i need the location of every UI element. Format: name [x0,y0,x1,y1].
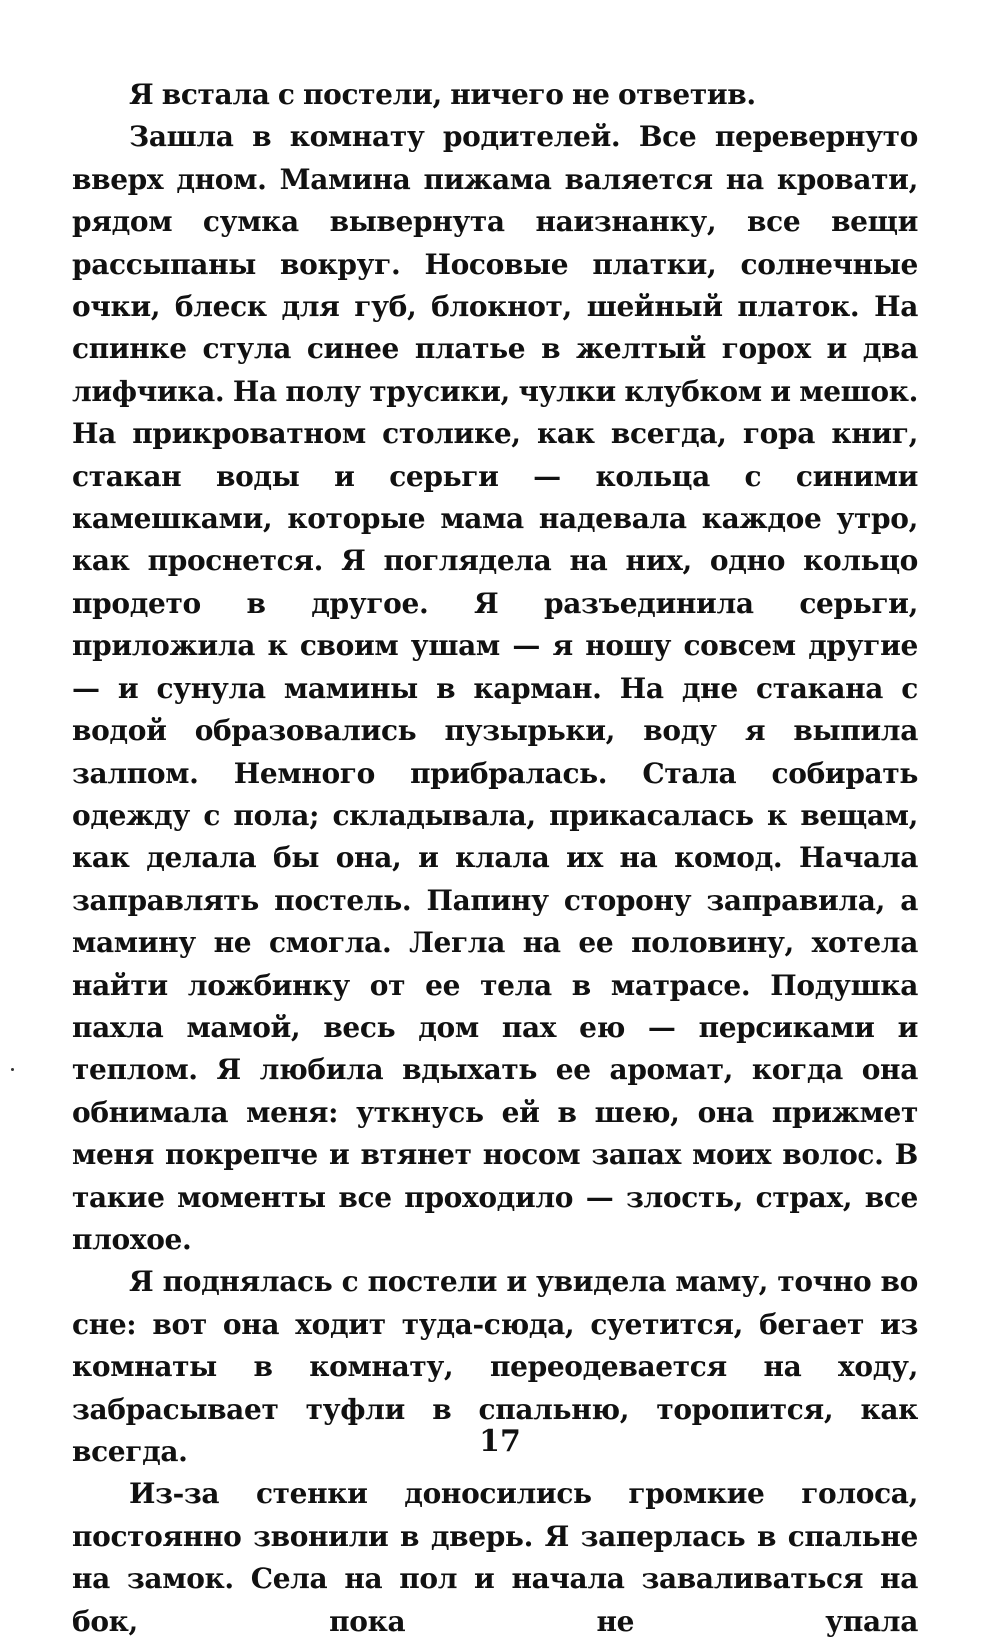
page-number: 17 [479,1424,521,1459]
scan-speck [11,1068,14,1071]
paragraph-4: Из-за стенки доносились громкие голоса, постоянно звонили в дверь. Я заперлась в спальне на замок. Села на пол и начала заваливаться на бок, пока не упала [72,1477,918,1638]
paragraph-2: Зашла в комнату родителей. Все перевернуто вверх дном. Мамина пижама валяется на кровати, рядом сумка вывернута наизнанку, все вещи рассыпаны вокруг. Носовые платки, солнечные очки, блеск для губ, блокнот, шейный платок. На спинке стула синее платье в желтый горох и два лифчика. На полу трусики, чулки клубком и мешок. На прикроватном столике, как всегда, гора книг, стакан воды и серьги — кольца с синими камешками, которые мама надевала каждое утро, как проснется. Я поглядела на них, одно кольцо продето в другое. Я разъединила серьги, приложила к своим ушам — я ношу совсем другие — и сунула мамины в карман. На дне стакана с водой образовались пузырьки, воду я выпила залпом. Немного прибралась. Стала собирать одежду с пола; складывала, прикасалась к вещам, как делала бы она, и клала их на комод. Начала заправлять постель. Папину сторону заправила, а мамину не смогла. Легла на ее половину, хотела найти ложбинку от ее тела в матрасе. Подушка пахла мамой, весь дом пах ею — персиками и теплом. Я любила вдыхать ее аромат, когда она обнимала меня: уткнусь ей в шею, она прижмет меня покрепче и втянет носом запах моих волос. В такие моменты все проходило — злость, страх, все плохое. [72,120,918,1256]
paragraph-1: Я встала с постели, ничего не ответив. [129,78,756,111]
body-text [72,74,918,1643]
paragraph-3: Я поднялась с постели и увидела маму, точно во сне: вот она ходит туда-сюда, суетится, бегает из комнаты в комнату, переодевается на ходу, забрасывает туфли в спальню, торопится, как всегда. [72,1265,918,1468]
